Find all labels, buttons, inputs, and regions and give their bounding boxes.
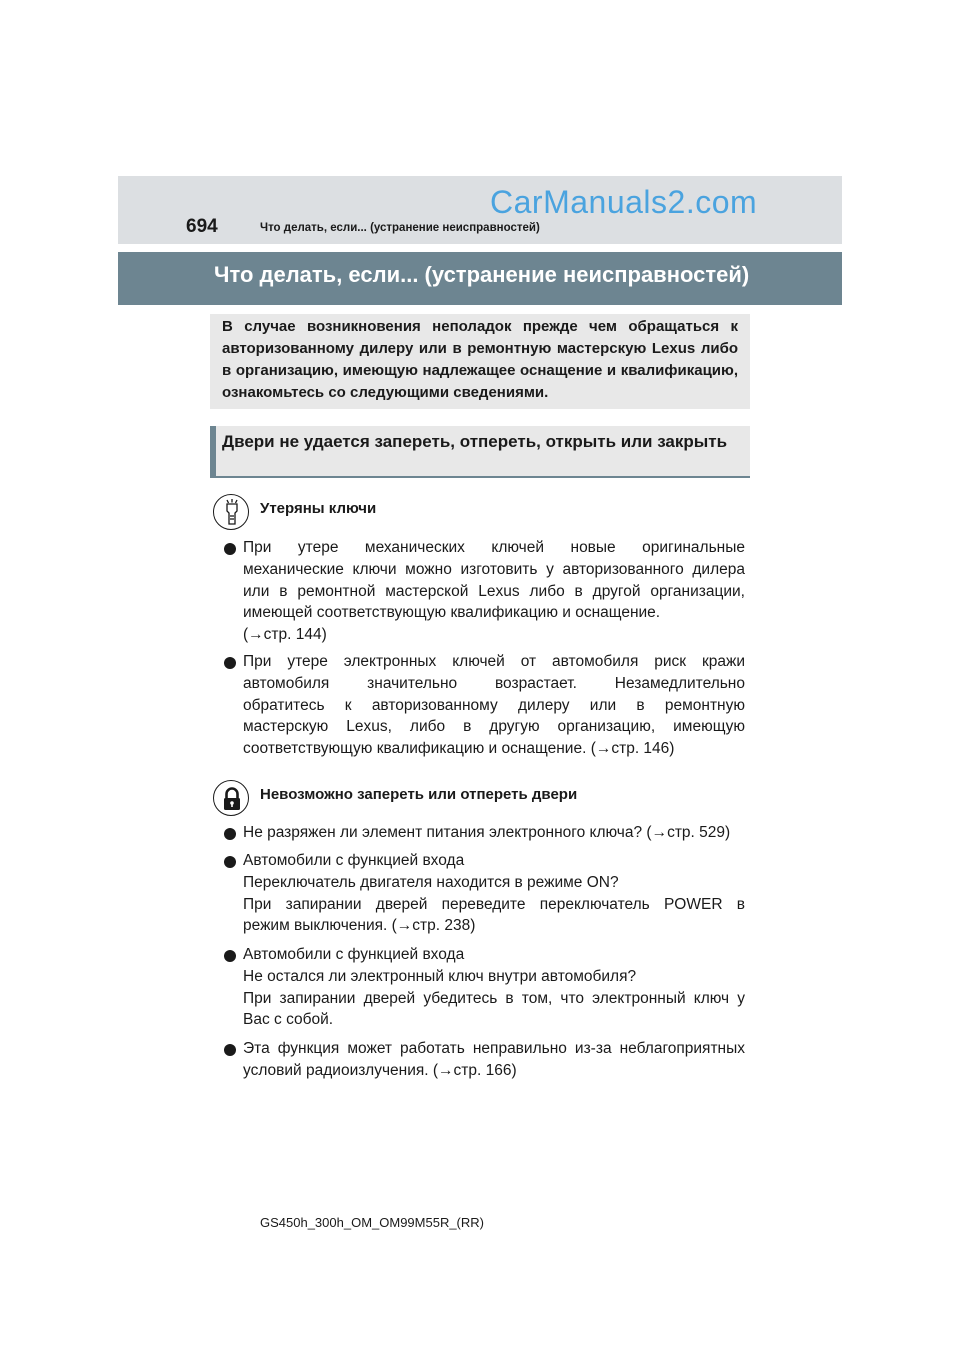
text-line: или в ремонтной мастерской Lexus либо в другой организации,: [243, 582, 745, 600]
page-title: Что делать, если... (устранение неисправностей): [214, 262, 750, 287]
key-icon: [213, 494, 249, 530]
intro-text: В случае возникновения неполадок прежде чем обращаться к авторизованному дилеру или в ремонтную мастерскую Lexus либо в организацию, имеющую надлежащее оснащение и квалификацию, ознакомьтесь со следующими сведениями.: [222, 318, 738, 401]
text-line: мастерскую Lexus, либо в другую организацию, имеющую: [243, 718, 745, 736]
lost-keys-item-1: [243, 537, 745, 646]
lock-issue-item-4: [243, 1038, 745, 1082]
bullet: [224, 856, 236, 868]
text-line: Автомобили с функцией входа: [243, 946, 465, 963]
text-line: Переключатель двигателя находится в режиме ON?: [243, 873, 619, 891]
padlock-icon: [213, 780, 249, 816]
text-line: Эта функция может работать неправильно из-за неблагоприятных: [243, 1040, 745, 1057]
text-line: условий радиоизлучения. (→стр. 166): [243, 1061, 517, 1079]
bullet: [224, 828, 236, 840]
bullet: [224, 543, 236, 555]
text-line: При утере электронных ключей от автомобиля риск кражи: [243, 653, 745, 670]
page-number: 694: [186, 216, 218, 237]
text-line: режим выключения. (→стр. 238): [243, 917, 476, 935]
watermark: CarManuals2.com: [490, 184, 758, 220]
text-line: Не остался ли электронный ключ внутри автомобиля?: [243, 967, 637, 985]
running-title: Что делать, если... (устранение неисправностей): [260, 222, 540, 234]
text-line: При запирании дверей убедитесь в том, что электронный ключ у: [243, 989, 745, 1007]
text-line: Автомобили с функцией входа: [243, 852, 465, 869]
text-line: имеющей соответствующую квалификацию и оснащение.: [243, 604, 661, 622]
text-line: Вас с собой.: [243, 1011, 334, 1029]
text-line: соответствующую квалификацию и оснащение. (→стр. 146): [243, 740, 675, 758]
text-line: обратитесь к авторизованному дилеру или в ремонтную: [243, 696, 745, 714]
lost-keys-heading: Утеряны ключи: [260, 500, 377, 517]
text-line: Не разряжен ли элемент питания электронного ключа? (→стр. 529): [243, 824, 731, 841]
lost-keys-item-2: [243, 651, 745, 760]
text-line: (→стр. 144): [243, 626, 327, 644]
bullet: [224, 657, 236, 669]
bullet: [224, 1044, 236, 1056]
lock-issue-item-3: [243, 944, 745, 1031]
bullet: [224, 950, 236, 962]
section-title: Двери не удается запереть, отпереть, открыть или закрыть: [222, 432, 728, 451]
lock-issue-item-2: [243, 850, 745, 937]
lock-issue-heading: Невозможно запереть или отпереть двери: [260, 786, 578, 803]
section-accent-bar: [210, 426, 216, 478]
lock-issue-item-1: [243, 822, 745, 844]
text-line: При запирании дверей переведите переключатель POWER в: [243, 895, 745, 913]
footer-code: GS450h_300h_OM_OM99M55R_(RR): [260, 1215, 484, 1230]
text-line: механические ключи можно изготовить у авторизованного дилера: [243, 560, 745, 578]
text-line: автомобиля значительно возрастает. Незамедлительно: [243, 674, 745, 692]
text-line: При утере механических ключей новые оригинальные: [243, 539, 745, 556]
